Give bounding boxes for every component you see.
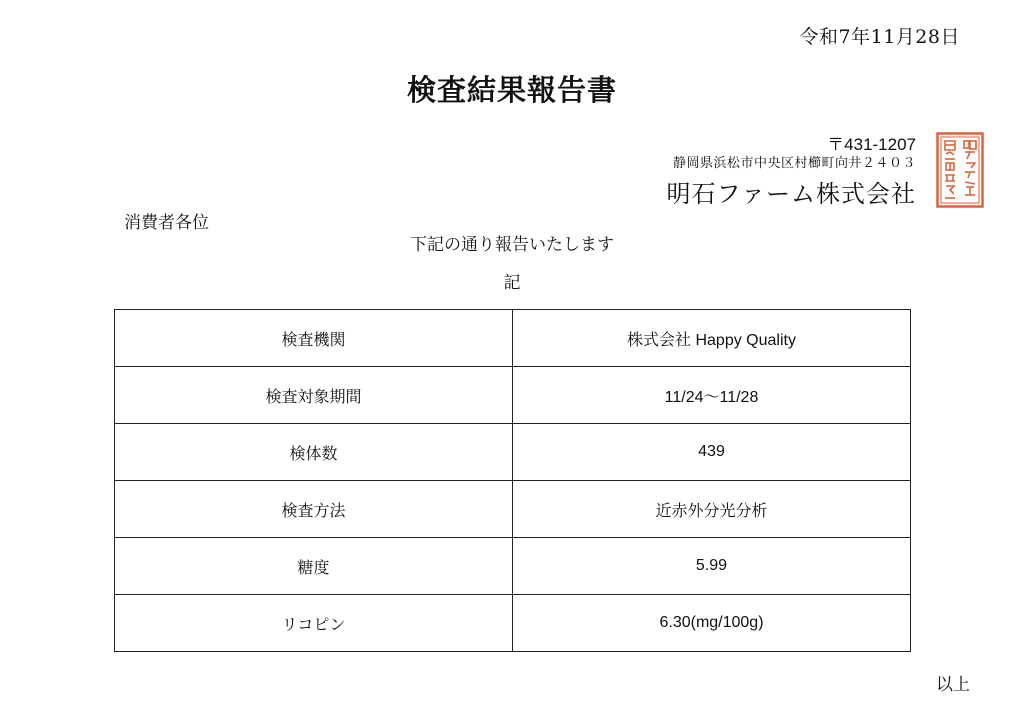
sender-address: 静岡県浜松市中央区村櫛町向井２４０３ bbox=[672, 156, 916, 171]
ki-heading: 記 bbox=[503, 273, 521, 293]
document-title: 検査結果報告書 bbox=[406, 73, 617, 107]
report-date: 令和7年11月28日 bbox=[799, 26, 960, 48]
table-row bbox=[115, 538, 911, 595]
table-row bbox=[115, 595, 911, 652]
row-label-inspection-agency: 検査機関 bbox=[115, 310, 513, 367]
row-value-inspection-period: 11/24〜11/28 bbox=[513, 367, 911, 424]
row-value-inspection-agency: 株式会社 Happy Quality bbox=[513, 310, 911, 367]
row-label-inspection-method: 検査方法 bbox=[115, 481, 513, 538]
row-value-lycopene: 6.30(mg/100g) bbox=[513, 595, 911, 652]
row-label-sugar-content: 糖度 bbox=[115, 538, 513, 595]
recipient: 消費者各位 bbox=[124, 213, 209, 233]
row-value-sugar-content: 5.99 bbox=[513, 538, 911, 595]
table-row bbox=[115, 310, 911, 367]
table-row bbox=[115, 367, 911, 424]
company-seal-stamp bbox=[936, 132, 984, 208]
intro-sentence: 下記の通り報告いたします bbox=[410, 235, 614, 255]
row-label-inspection-period: 検査対象期間 bbox=[115, 367, 513, 424]
row-value-inspection-method: 近赤外分光分析 bbox=[513, 481, 911, 538]
inspection-results-table bbox=[114, 309, 911, 652]
sender-postal-code: 〒431-1207 bbox=[827, 135, 916, 154]
row-label-sample-count: 検体数 bbox=[115, 424, 513, 481]
sender-company-name: 明石ファーム株式会社 bbox=[666, 180, 916, 208]
table-row bbox=[115, 481, 911, 538]
row-value-sample-count: 439 bbox=[513, 424, 911, 481]
row-label-lycopene: リコピン bbox=[115, 595, 513, 652]
table-row bbox=[115, 424, 911, 481]
closing-mark: 以上 bbox=[936, 675, 970, 695]
